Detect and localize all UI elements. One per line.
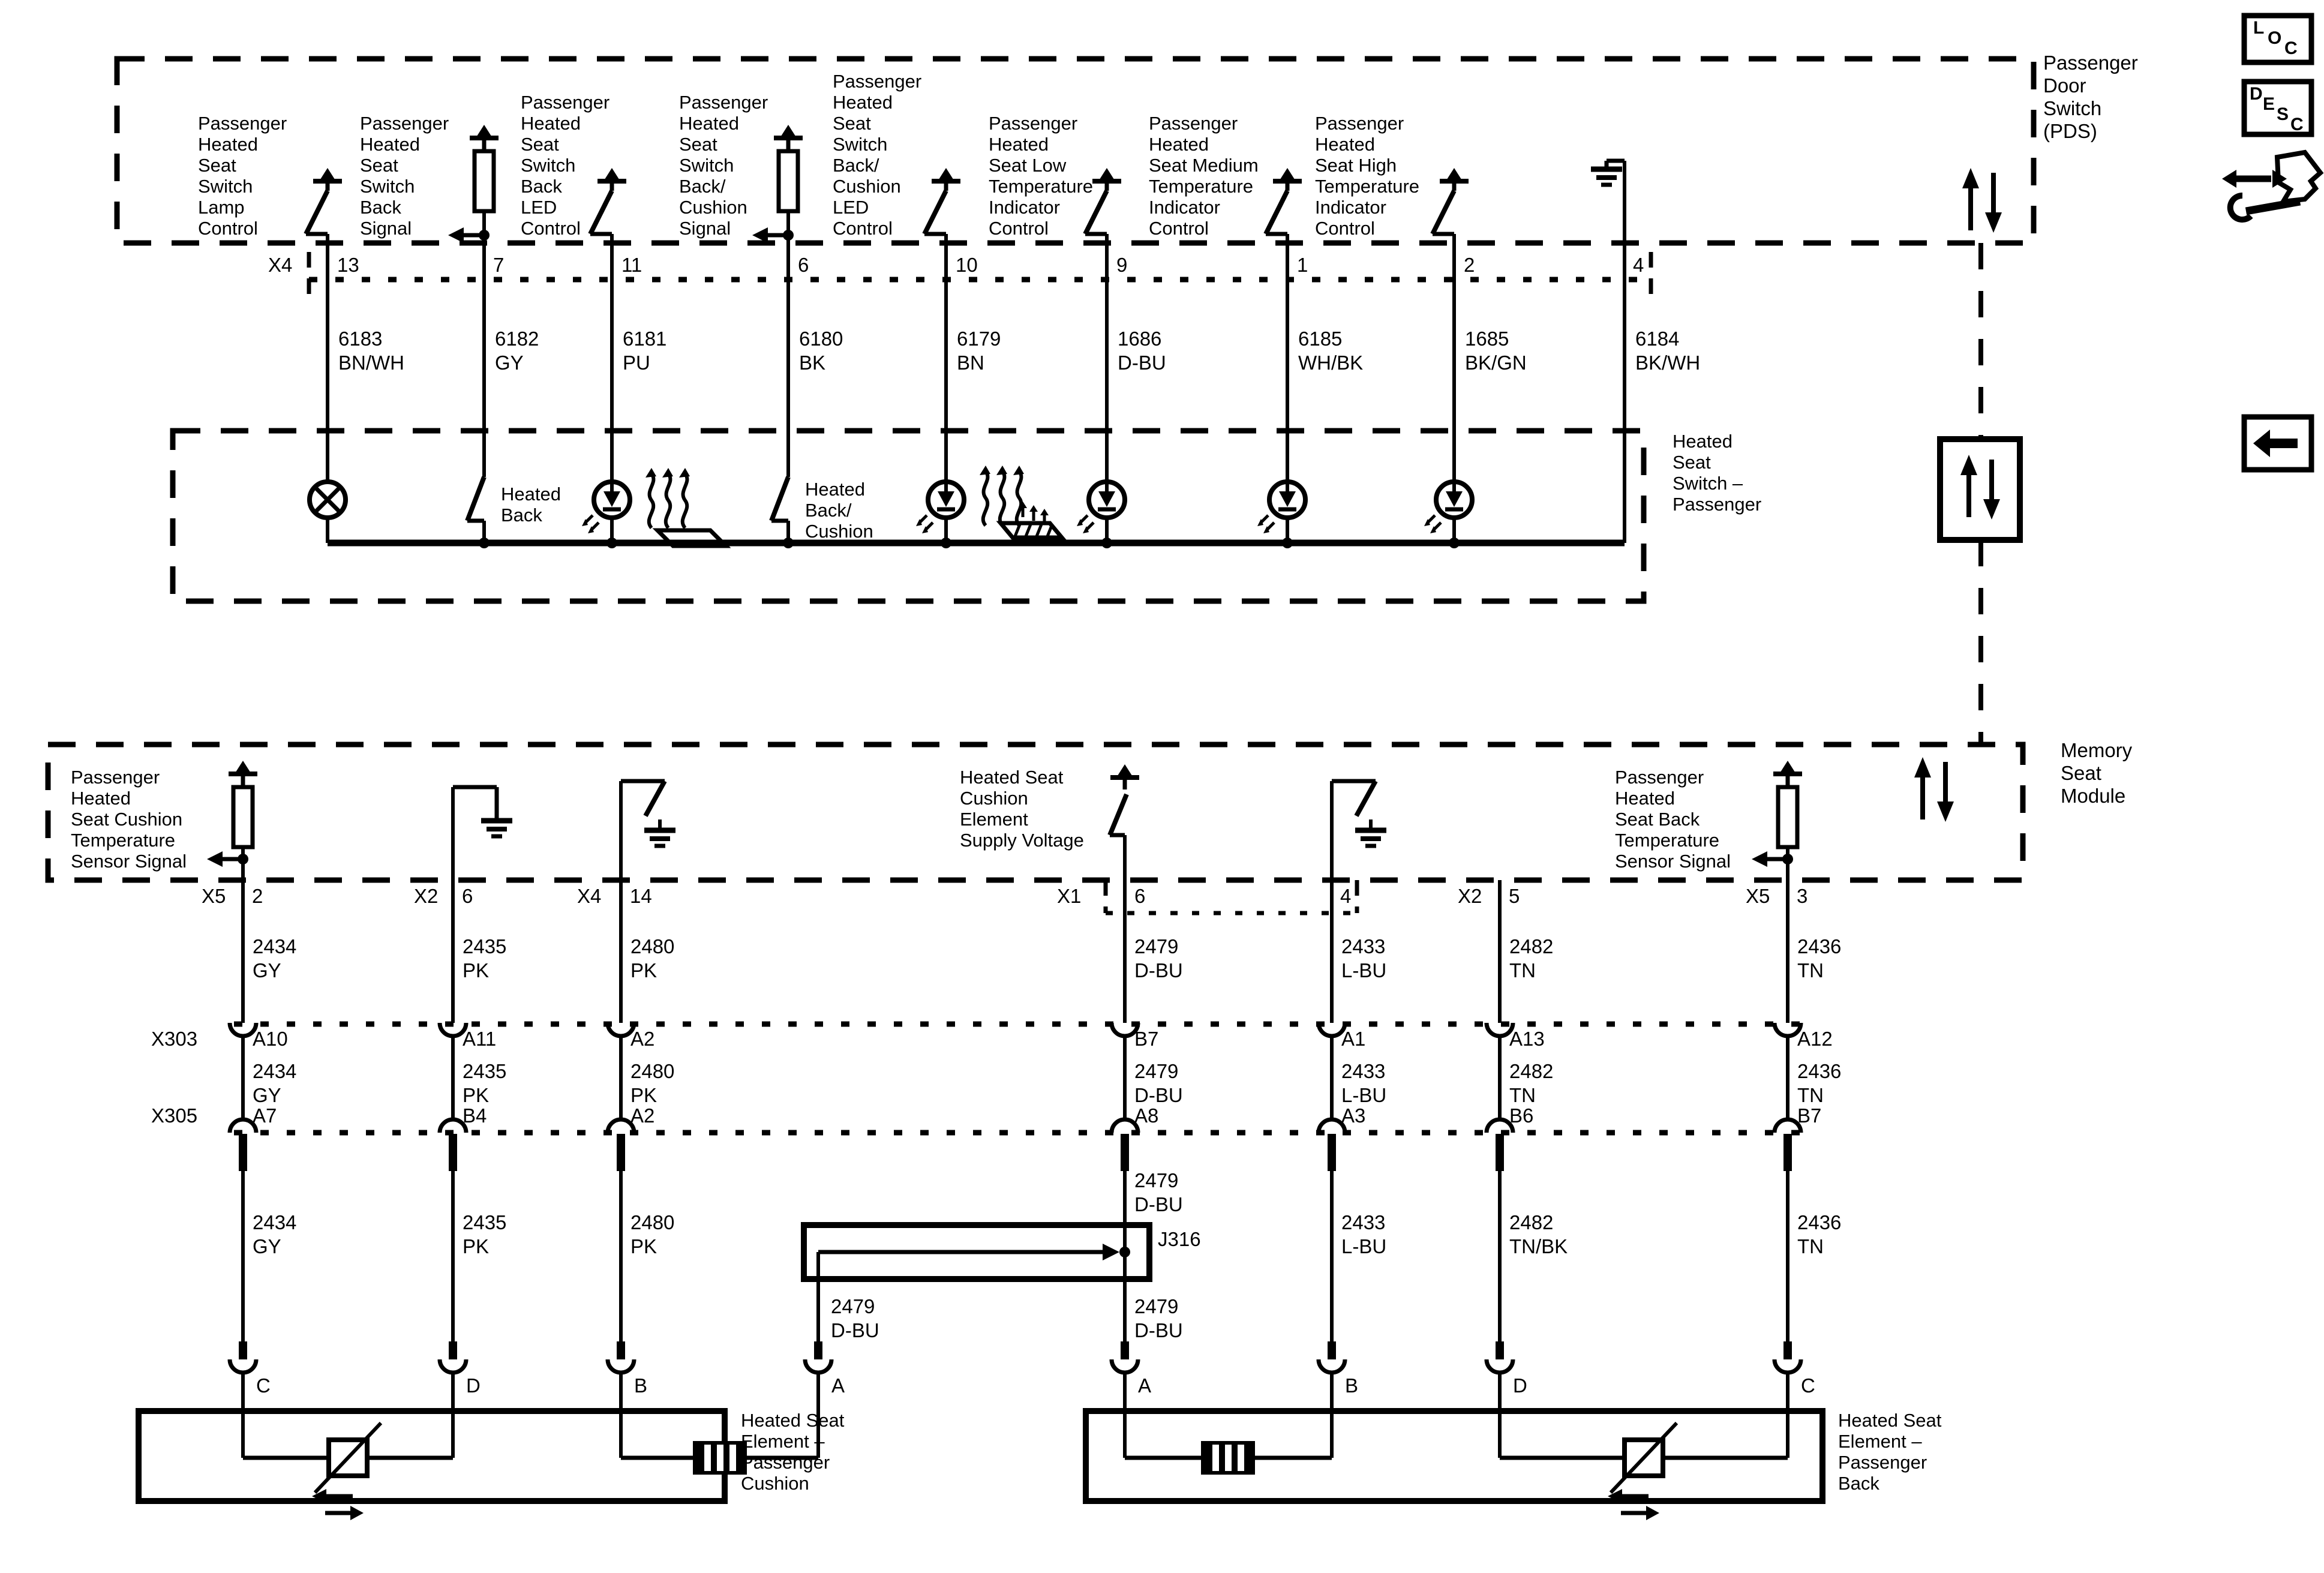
led-icon bbox=[1077, 482, 1125, 533]
connector-label: X5 bbox=[1746, 885, 1770, 907]
pin-label: C bbox=[1801, 1374, 1815, 1397]
pin-label: 2 bbox=[252, 885, 263, 907]
resistor-icon bbox=[470, 125, 499, 211]
loc-letter: L bbox=[2253, 18, 2265, 38]
circuit-label: Passenger Heated Seat Switch Back/ Cushion LED Control bbox=[833, 71, 922, 239]
led-icon bbox=[916, 482, 964, 533]
switch-to-ground-icon bbox=[1332, 781, 1386, 846]
temp-sensor-resistor-icon bbox=[229, 761, 257, 847]
pin-label: 5 bbox=[1509, 885, 1520, 907]
led-icon bbox=[582, 482, 630, 533]
pin-label: 6 bbox=[462, 885, 473, 907]
pin-label: A bbox=[1138, 1374, 1152, 1397]
circuit-label: Passenger Heated Seat Medium Temperature Indicator Control bbox=[1149, 113, 1259, 239]
loc-letter: C bbox=[2284, 38, 2298, 58]
lamp-icon bbox=[310, 482, 346, 518]
wire-label: 2435 PK bbox=[463, 1060, 507, 1106]
pin-label: B bbox=[634, 1374, 648, 1397]
switch-function-label: Heated Back/ Cushion bbox=[805, 479, 873, 542]
wire-label: 2479 D-BU bbox=[1134, 1060, 1183, 1106]
pin-label: A8 bbox=[1134, 1104, 1159, 1127]
connector-label: X4 bbox=[577, 885, 602, 907]
component-label-back-element: Heated Seat Element – Passenger Back bbox=[1838, 1410, 1942, 1494]
connector-x4-row bbox=[309, 252, 1651, 297]
wire-label: 2435 PK bbox=[463, 935, 507, 981]
pin-label: A10 bbox=[253, 1028, 288, 1050]
pin-label: D bbox=[466, 1374, 481, 1397]
desc-letter: C bbox=[2290, 115, 2304, 134]
circuit-label: Passenger Heated Seat Switch Lamp Control bbox=[198, 113, 287, 239]
wire-label: 2479 D-BU bbox=[1134, 1295, 1183, 1341]
element-connectors bbox=[230, 1341, 1801, 1411]
component-label-switch: Heated Seat Switch – Passenger bbox=[1673, 431, 1762, 515]
pin-label: 10 bbox=[956, 254, 978, 276]
wire-label: 2482 TN/BK bbox=[1509, 1211, 1568, 1257]
pin-label: A11 bbox=[463, 1028, 497, 1050]
wire-label: 6179 BN bbox=[957, 328, 1001, 374]
component-label-pds: Passenger Door Switch (PDS) bbox=[2043, 52, 2138, 142]
heater-element-icon bbox=[1201, 1441, 1255, 1475]
signal-label: Passenger Heated Seat Cushion Temperature Sensor Signal bbox=[71, 767, 187, 872]
wire-label: 2436 TN bbox=[1797, 935, 1842, 981]
pin-label: 6 bbox=[1134, 885, 1146, 907]
circuit-label: Passenger Heated Seat High Temperature Indicator Control bbox=[1315, 113, 1420, 239]
switch-icon bbox=[1433, 168, 1469, 234]
connector-label: X2 bbox=[414, 885, 439, 907]
pin-label: 11 bbox=[621, 254, 642, 276]
circuit-label: Passenger Heated Seat Low Temperature Indicator Control bbox=[989, 113, 1094, 239]
heated-seat-switch-box bbox=[173, 431, 1644, 601]
connector-label-x303: X303 bbox=[151, 1028, 198, 1050]
led-icon bbox=[1424, 482, 1472, 533]
pin-label: 1 bbox=[1297, 254, 1308, 276]
wire-label: 2433 L-BU bbox=[1341, 935, 1387, 981]
splice-label-j316: J316 bbox=[1158, 1228, 1201, 1250]
pin-label: A1 bbox=[1341, 1028, 1366, 1050]
seat-back-cushion-heat-icon bbox=[980, 466, 1062, 538]
pin-label: 9 bbox=[1116, 254, 1128, 276]
pin-label: D bbox=[1513, 1374, 1527, 1397]
pin-label: 2 bbox=[1464, 254, 1475, 276]
back-arrow-icon[interactable] bbox=[2244, 417, 2311, 470]
switch-icon bbox=[306, 168, 342, 234]
switch-to-ground-icon bbox=[621, 781, 675, 846]
wire-label: 2479 D-BU bbox=[1134, 1169, 1183, 1215]
signal-label: Passenger Heated Seat Back Temperature Sensor Signal bbox=[1615, 767, 1731, 872]
pin-label: A12 bbox=[1797, 1028, 1833, 1050]
wire-label: 6181 PU bbox=[623, 328, 667, 374]
wire-label: 6184 BK/WH bbox=[1635, 328, 1701, 374]
heater-element-icon bbox=[693, 1441, 747, 1475]
resistor-icon bbox=[774, 125, 803, 211]
wire-label: 2434 GY bbox=[253, 1211, 297, 1257]
data-link-connector-box bbox=[1940, 439, 2020, 540]
pin-label: 7 bbox=[493, 254, 505, 276]
ground-icon bbox=[1591, 169, 1622, 185]
wire-label: 1685 BK/GN bbox=[1465, 328, 1527, 374]
wire-label: 2435 PK bbox=[463, 1211, 507, 1257]
wire-label: 2434 GY bbox=[253, 935, 297, 981]
circuit-label: Passenger Heated Seat Switch Back LED Control bbox=[521, 92, 610, 239]
connector-label: X2 bbox=[1458, 885, 1482, 907]
pin-label: B7 bbox=[1134, 1028, 1159, 1050]
wire-label: 6180 BK bbox=[799, 328, 843, 374]
pin-label: B4 bbox=[463, 1104, 487, 1127]
seat-back-heat-icon bbox=[645, 468, 726, 546]
pin-label: A2 bbox=[630, 1104, 655, 1127]
pin-label: 4 bbox=[1340, 885, 1352, 907]
wire-label: 6183 BN/WH bbox=[338, 328, 404, 374]
circuit-label: Passenger Heated Seat Switch Back Signal bbox=[360, 113, 449, 239]
pin-label: A3 bbox=[1341, 1104, 1366, 1127]
updown-arrows-icon bbox=[1960, 455, 2000, 520]
wire-label: 2436 TN bbox=[1797, 1211, 1842, 1257]
wire-label: 2433 L-BU bbox=[1341, 1060, 1387, 1106]
desc-letter: D bbox=[2250, 84, 2263, 104]
serial-data-link bbox=[1940, 243, 2020, 745]
led-icon bbox=[1257, 482, 1305, 533]
connector-label: X5 bbox=[202, 885, 226, 907]
pin-label: 4 bbox=[1633, 254, 1644, 276]
wire-label: 2482 TN bbox=[1509, 1060, 1554, 1106]
connector-label-x305: X305 bbox=[151, 1104, 198, 1127]
component-label-memory: Memory Seat Module bbox=[2061, 739, 2133, 807]
ground-icon bbox=[481, 821, 512, 836]
component-label-cushion-element: Heated Seat Element – Passenger Cushion bbox=[741, 1410, 845, 1494]
signal-label: Heated Seat Cushion Element Supply Voltage bbox=[960, 767, 1084, 851]
wire-label: 6182 GY bbox=[495, 328, 539, 374]
circuit-label: Passenger Heated Seat Switch Back/ Cushion Signal bbox=[679, 92, 768, 239]
wire-label: 2480 PK bbox=[630, 1211, 675, 1257]
pin-label: B7 bbox=[1797, 1104, 1822, 1127]
desc-letter: S bbox=[2277, 104, 2289, 124]
wire-label: 2436 TN bbox=[1797, 1060, 1842, 1106]
pin-label: A2 bbox=[630, 1028, 655, 1050]
switch-function-label: Heated Back bbox=[501, 484, 561, 526]
switch-icon bbox=[1266, 168, 1302, 234]
switch-icon bbox=[1110, 764, 1139, 789]
pin-label: 13 bbox=[337, 254, 359, 276]
wire-label: 2433 L-BU bbox=[1341, 1211, 1387, 1257]
switch-icon bbox=[924, 168, 960, 234]
pin-label: B bbox=[1345, 1374, 1359, 1397]
loc-letter: O bbox=[2268, 28, 2282, 48]
wire-label: 2479 D-BU bbox=[1134, 935, 1183, 981]
pin-label: C bbox=[256, 1374, 271, 1397]
connector-label: X1 bbox=[1057, 885, 1082, 907]
pin-label: 14 bbox=[630, 885, 652, 907]
wire-label: 2480 PK bbox=[630, 1060, 675, 1106]
temp-sensor-resistor-icon bbox=[1773, 761, 1802, 847]
pin-label: B6 bbox=[1509, 1104, 1534, 1127]
pin-label: A13 bbox=[1509, 1028, 1545, 1050]
wire-label: 6185 WH/BK bbox=[1298, 328, 1364, 374]
pin-label: A7 bbox=[253, 1104, 277, 1127]
wire-label: 2479 D-BU bbox=[831, 1295, 879, 1341]
pin-label: 6 bbox=[798, 254, 809, 276]
wire-label: 2434 GY bbox=[253, 1060, 297, 1106]
updown-arrows-icon bbox=[1962, 168, 2002, 233]
pin-label: 3 bbox=[1797, 885, 1808, 907]
connector-label-x4: X4 bbox=[268, 254, 293, 276]
wire-label: 2480 PK bbox=[630, 935, 675, 981]
wrench-arrow-icon[interactable] bbox=[2222, 152, 2320, 220]
wire-label: 2482 TN bbox=[1509, 935, 1554, 981]
pin-label: A bbox=[831, 1374, 845, 1397]
wire-label: 1686 D-BU bbox=[1118, 328, 1166, 374]
desc-letter: E bbox=[2263, 94, 2275, 114]
updown-arrows-icon bbox=[1914, 757, 1954, 822]
